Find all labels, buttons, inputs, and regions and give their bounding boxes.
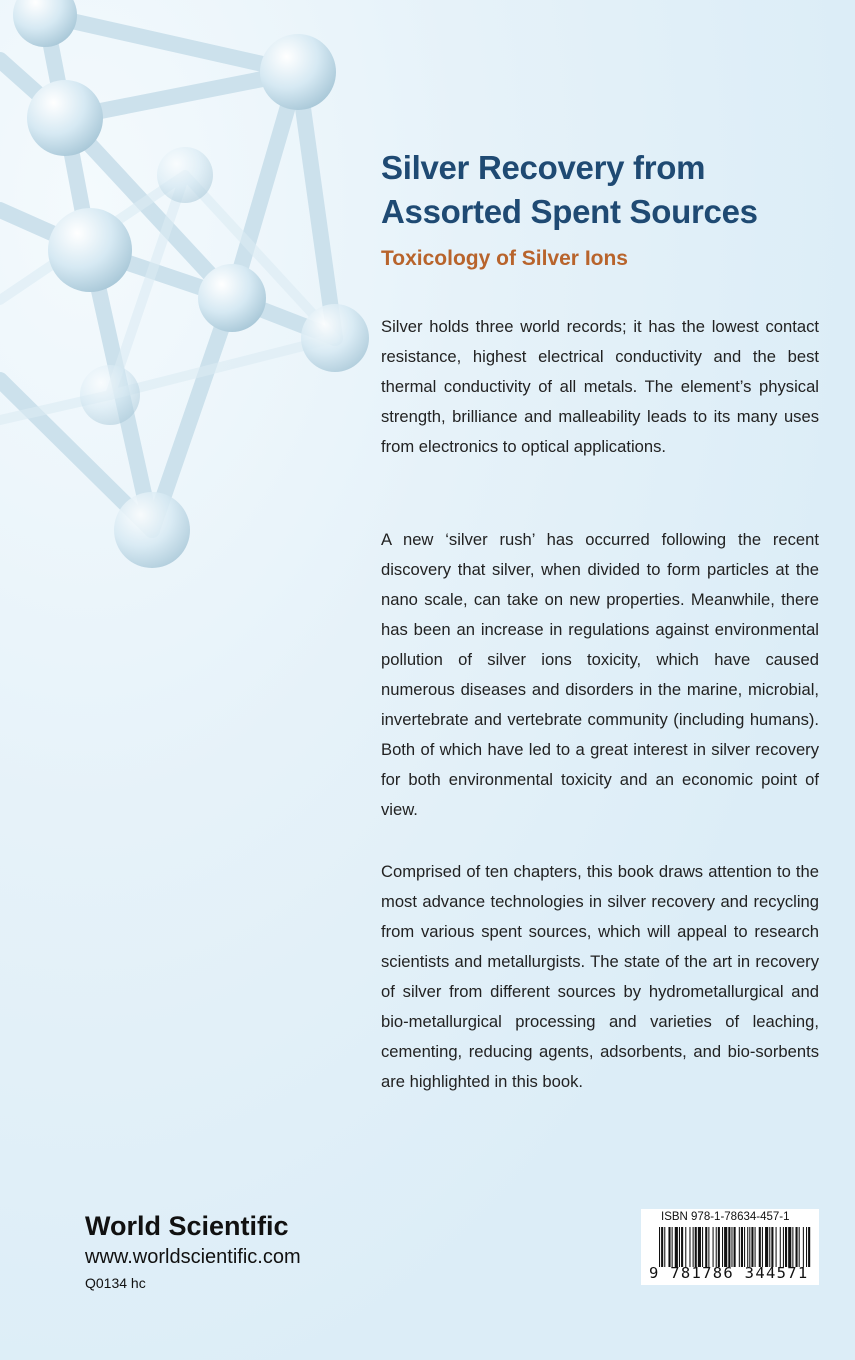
barcode-bar <box>681 1227 683 1267</box>
barcode-bar <box>702 1227 703 1267</box>
barcode-bar <box>672 1227 673 1267</box>
barcode-bar <box>776 1227 777 1267</box>
barcode-bar <box>675 1227 678 1267</box>
isbn-digits: 9 781786 344571 <box>649 1264 809 1282</box>
barcode-bar <box>734 1227 736 1267</box>
barcode-bar <box>689 1227 690 1267</box>
book-title-line-2: Assorted Spent Sources <box>381 193 758 230</box>
barcode-bar <box>799 1227 800 1267</box>
barcode-bar <box>664 1227 665 1267</box>
barcode-bar <box>695 1227 697 1267</box>
book-subtitle: Toxicology of Silver Ions <box>381 247 628 270</box>
barcode-bar <box>796 1227 798 1267</box>
description-paragraph-2: A new ‘silver rush’ has occurred following the recent discovery that silver, when divided to form particles at the nano scale, can take on new properties. Meanwhile, there has been an increase in regulations against environmental pollution of silver ions toxicity, which have caused numerous diseases and disorders in the marine, microbial, invertebrate and vertebrate community (including humans). Both of which have led to a great interest in silver recovery for both environmental toxicity and an economic point of view. <box>381 530 819 819</box>
publisher-block <box>85 1208 301 1294</box>
barcode-bar <box>762 1227 763 1267</box>
description-paragraph-1: Silver holds three world records; it has the lowest contact resistance, highest electrical conductivity and the best thermal conductivity of all metals. The element’s physical strength, brilliance and malleability leads to its many uses from electronics to optical applications. <box>381 317 819 456</box>
barcode-bar <box>765 1227 768 1267</box>
barcode-bar <box>722 1227 723 1267</box>
barcode-bar <box>755 1227 756 1267</box>
barcode-bar <box>705 1227 707 1267</box>
barcode-bar <box>698 1227 701 1267</box>
barcode-bar <box>808 1227 810 1267</box>
barcode-bar <box>708 1227 709 1267</box>
publisher-name: World Scientific <box>85 1211 289 1241</box>
barcode-bar <box>806 1227 807 1267</box>
barcode-bar <box>769 1227 770 1267</box>
barcode-bar <box>747 1227 748 1267</box>
barcode-bar <box>744 1227 745 1267</box>
barcode-graphic <box>659 1227 811 1267</box>
isbn-label: ISBN 978-1-78634-457-1 <box>661 1211 790 1223</box>
book-title-line-1: Silver Recovery from <box>381 149 706 186</box>
barcode-bar <box>771 1227 773 1267</box>
barcode-bar <box>728 1227 730 1267</box>
barcode-bar <box>724 1227 727 1267</box>
barcode-bar <box>661 1227 663 1267</box>
silver-lattice-illustration <box>0 0 400 600</box>
barcode-bar <box>739 1227 740 1267</box>
barcode-bar <box>749 1227 750 1267</box>
barcode-bar <box>780 1227 781 1267</box>
description-paragraph-3: Comprised of ten chapters, this book draws attention to the most advance technologies in silver recovery and recycling from various spent sources, which will appeal to research scientists and metallurgists. The state of the art in recovery of silver from different sources by hydrometallurgical and bio-metallurgical processing and varieties of leaching, cementing, reducing agents, adsorbents, and bio-sorbents are highlighted in this book. <box>381 862 819 1091</box>
barcode-bar <box>759 1227 761 1267</box>
barcode-bar <box>713 1227 714 1267</box>
barcode-bar <box>751 1227 753 1267</box>
book-title <box>381 146 821 234</box>
barcode-bar <box>718 1227 720 1267</box>
barcode-bar <box>788 1227 791 1267</box>
publisher-url: www.worldscientific.com <box>85 1246 301 1268</box>
barcode-bar <box>679 1227 680 1267</box>
isbn-barcode-box <box>641 1209 819 1285</box>
barcode-bar <box>659 1227 660 1267</box>
barcode-bar <box>741 1227 743 1267</box>
barcode-bar <box>668 1227 670 1267</box>
barcode-bar <box>803 1227 804 1267</box>
barcode-bar <box>716 1227 717 1267</box>
barcode-bar <box>693 1227 694 1267</box>
barcode-bar <box>785 1227 787 1267</box>
barcode-bar <box>731 1227 732 1267</box>
barcode-bar <box>783 1227 784 1267</box>
barcode-bar <box>792 1227 793 1267</box>
product-code: Q0134 hc <box>85 1275 146 1291</box>
barcode-bar <box>685 1227 686 1267</box>
